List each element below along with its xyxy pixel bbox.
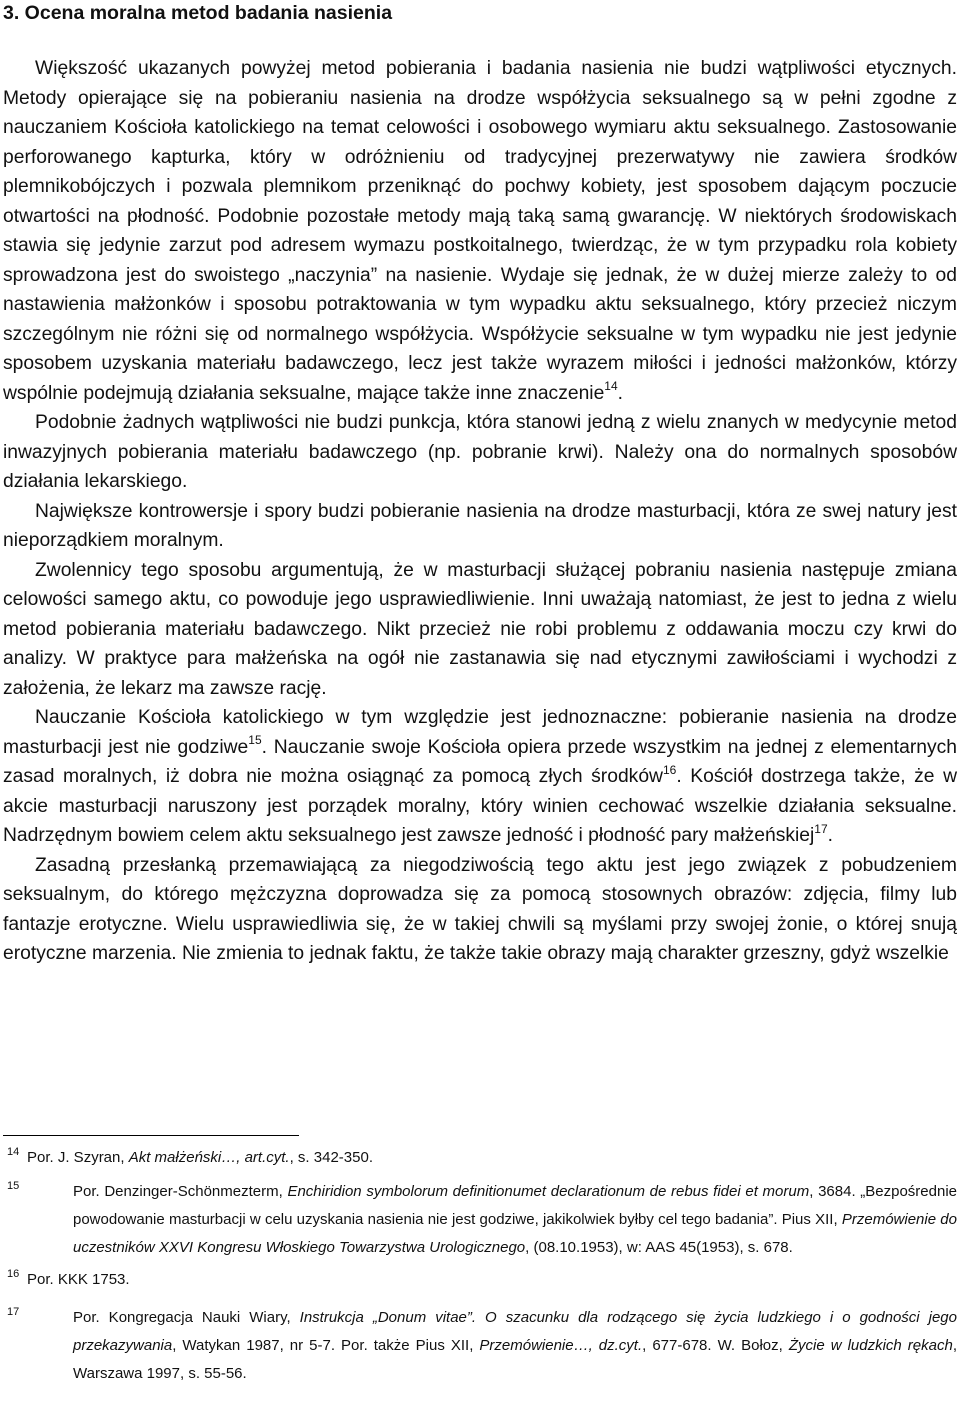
- footnote: [3, 1304, 957, 1388]
- footnote: [3, 1266, 957, 1294]
- footnote-ref[interactable]: 14: [604, 379, 618, 394]
- footnote-number: 16: [7, 1268, 20, 1280]
- paragraph-text: Większość ukazanych powyżej metod pobierania i badania nasienia nie budzi wątpliwości etycznych. Metody opierające się na pobieraniu nasienia na drodze współżycia seksualnego są w pełni zgodne z nauczaniem Kościoła katolickiego na temat celowości i osobowego wymiaru aktu seksualnego. Zastosowanie perforowanego kapturka, który w odróżnieniu od tradycyjnej prezerwatywy nie zawiera środków plemnikobójczych i pozwala plemnikom przeniknąć do pochwy kobiety, jest sposobem dającym poczucie otwartości na płodność. Podobnie pozostałe metody mają taką samą gwarancję. W niektórych środowiskach stawia się jedynie zarzut pod adresem wymazu postkoitalnego, twierdząc, że w tym przypadku rola kobiety sprowadzona jest do swoistego „naczynia” na nasienie. Wydaje się jednak, że w dużej mierze zależy to od nastawienia małżonków i sposobu potraktowania w tym wypadku aktu seksualnego, który przecież niczym szczególnym nie różni się od normalnego współżycia. Współżycie seksualne w tym wypadku nie jest jedynie sposobem uzyskania materiału badawczego, lecz jest także wyrazem miłości i jedności małżonków, którzy wspólnie podejmują działania seksualne, mające także inne znaczenie: [3, 58, 957, 404]
- footnote-title: Instrukcja „Donum vitae”. O szacunku dla rodzącego się życia ludzkiego i o godności jego przekazywania: [73, 1309, 957, 1354]
- paragraph-text: . Kościół dostrzega także, że w akcie masturbacji naruszony jest porządek moralny, który winien cechować wszelkie działania seksualne. Nadrzędnym bowiem celem aktu seksualnego jest zawsze jedność i płodność pary małżeńskiej: [3, 766, 957, 846]
- paragraph: [3, 54, 957, 408]
- paragraph: [3, 703, 957, 851]
- footnotes: [3, 1144, 957, 1388]
- paragraph-text: .: [827, 825, 833, 846]
- footnote-text: , Warszawa 1997, s. 55-56.: [73, 1337, 957, 1382]
- footnote-title: Akt małżeński…, art.cyt.: [128, 1149, 290, 1166]
- footnote-text: Por. KKK 1753.: [27, 1271, 130, 1288]
- paragraph-text: Zasadną przesłanką przemawiającą za niegodziwością tego aktu jest jego związek z pobudzeniem seksualnym, do którego mężczyzna doprowadza się za pomocą stosownych obrazów: zdjęcia, filmy lub fantazje erotyczne. Wielu usprawiedliwia się, że w takiej chwili są myślami przy swojej żonie, o której snują erotyczne marzenia. Nie zmienia to jednak faktu, że także takie obrazy mają charakter grzeszny, gdyż wszelkie: [3, 854, 957, 964]
- footnote-text: , Watykan 1987, nr 5-7. Por. także Pius XII,: [172, 1337, 480, 1354]
- paragraph: [3, 408, 957, 497]
- paragraph-text: . Nauczanie swoje Kościoła opiera przede wszystkim na jednej z elementarnych zasad moralnych, iż dobra nie można osiągnąć za pomocą złych środków: [3, 736, 957, 787]
- footnote-ref[interactable]: 15: [248, 733, 262, 748]
- paragraph: [3, 556, 957, 704]
- footnote: [3, 1144, 957, 1172]
- footnote-text: , s. 342-350.: [289, 1149, 373, 1166]
- section-heading: 3. Ocena moralna metod badania nasienia: [3, 2, 393, 24]
- paragraph-text: Nauczanie Kościoła katolickiego w tym względzie jest jednoznaczne: pobieranie nasienia na drodze masturbacji jest nie godziwe: [3, 707, 957, 758]
- footnote-title: Przemówienie…, dz.cyt.: [479, 1337, 643, 1354]
- footnote-text: Por. J. Szyran,: [27, 1149, 129, 1166]
- footnote-text: Por. Kongregacja Nauki Wiary,: [73, 1309, 300, 1326]
- body-text: [3, 54, 957, 969]
- paragraph-text: Zwolennicy tego sposobu argumentują, że w masturbacji służącej pobraniu nasienia następuje zmiana celowości samego aktu, co powoduje jego usprawiedliwienie. Inni uważają natomiast, że jest to jedna z wielu metod pobierania materiału badawczego. Nikt przecież nie robi problemu z oddawania moczu czy krwi do analizy. W praktyce para małżeńska na ogół nie zastanawia się nad etycznymi zawiłościami i wychodzi z założenia, że lekarz ma zawsze rację.: [3, 559, 957, 699]
- footnote-text: , 3684. „Bezpośrednie powodowanie masturbacji w celu uzyskania nasienia nie jest godziwe, jakikolwiek byłby cel tego badania”. Pius XII,: [73, 1183, 958, 1228]
- footnote: [3, 1178, 957, 1262]
- paragraph: [3, 497, 957, 556]
- footnote-ref[interactable]: 16: [662, 762, 677, 777]
- paragraph-text: .: [617, 382, 624, 404]
- footnote-number: 14: [7, 1146, 20, 1158]
- paragraph-text: Największe kontrowersje i spory budzi pobieranie nasienia na drodze masturbacji, która ze swej natury jest nieporządkiem moralnym.: [3, 500, 957, 551]
- footnote-number: 15: [7, 1180, 20, 1192]
- paragraph-text: Podobnie żadnych wątpliwości nie budzi punkcja, która stanowi jedną z wielu znanych w medycynie metod inwazyjnych pobierania materiału badawczego (np. pobranie krwi). Należy ona do normalnych sposobów działania lekarskiego.: [3, 412, 957, 492]
- footnote-ref[interactable]: 17: [814, 821, 828, 836]
- footnote-title: Enchiridion symbolorum definitionumet declarationum de rebus fidei et morum: [287, 1183, 810, 1200]
- footnote-title: Życie w ludzkich rękach: [788, 1337, 953, 1354]
- footnote-separator: [3, 1135, 299, 1136]
- footnote-text: , 677-678. W. Bołoz,: [642, 1337, 789, 1354]
- paragraph: [3, 851, 957, 969]
- footnote-number: 17: [7, 1306, 20, 1318]
- footnote-text: Por. Denzinger-Schönmezterm,: [73, 1183, 288, 1200]
- footnote-text: , (08.10.1953), w: AAS 45(1953), s. 678.: [525, 1239, 793, 1256]
- footnote-title: Przemówienie do uczestników XXVI Kongresu Włoskiego Towarzystwa Urologicznego: [73, 1211, 957, 1256]
